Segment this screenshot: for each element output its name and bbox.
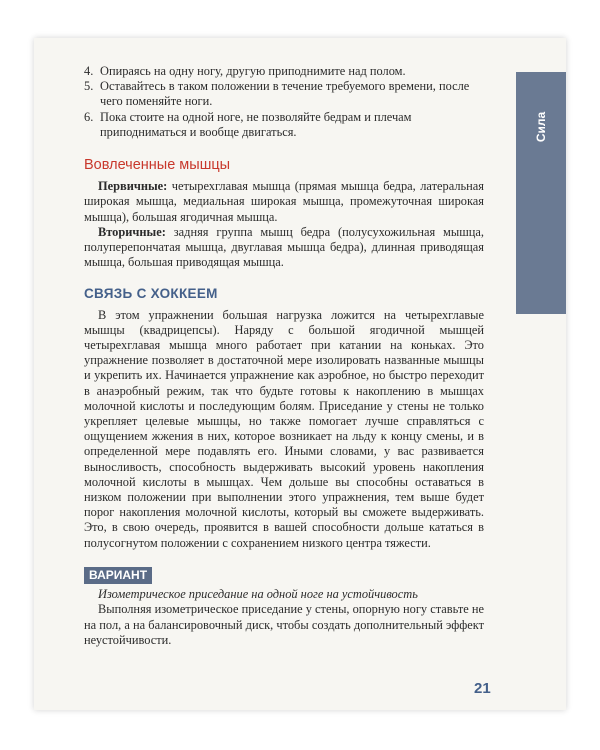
- page-number: 21: [474, 680, 491, 697]
- list-item: [84, 64, 484, 79]
- secondary-muscles: [84, 225, 484, 271]
- step-text: Оставайтесь в таком положении в течение требуемого времени, после чего поменяйте ноги.: [100, 79, 470, 109]
- step-text: Опираясь на одну ногу, другую приподнимите над полом.: [100, 64, 406, 78]
- primary-label: Первичные:: [98, 179, 168, 194]
- variant-badge: ВАРИАНТ: [84, 567, 152, 584]
- page-content: [84, 64, 484, 648]
- muscles-heading: Вовлеченные мышцы: [84, 157, 231, 174]
- step-number: 5.: [84, 79, 94, 94]
- step-number: 6.: [84, 109, 94, 124]
- steps-list: [84, 64, 484, 140]
- hockey-text: В этом упражнении большая нагрузка ложится на четырехглавые мышцы (квадрицепсы). Наряду с большой ягодичной мышцей четырехглавая мышца много работает при катании на коньках. Это упражнение позволяет в достаточной мере изолировать названные мышцы и укрепить их. Начинается упражнение как аэробное, но быстро переходит в анаэробный режим, так что будьте готовы к накоплению в мышцах молочной кислоты и последующим болям. Приседание у стены не только укрепляет целевые мышцы, но также помогает лучше справляться с ощущением жжения в них, которое возникает на льду к концу смены, и в определенной мере подавлять его. Иными словами, у вас развивается выносливость, способность выдерживать высокий уровень накопления молочной кислоты в мышцах. Чем дольше вы способны оставаться в низком положении при выполнении этого упражнения, тем выше будет порог накопления молочной кислоты, который вы сможете выдерживать. Это, в свою очередь, проявится в вашей способности дольше кататься в полусогнутом положении с сохранением низкого центра тяжести.: [84, 307, 484, 550]
- variant-title: Изометрическое приседание на одной ноге на устойчивость: [98, 587, 418, 602]
- section-tab-label: Сила: [534, 111, 548, 143]
- variant-text: Выполняя изометрическое приседание у стены, опорную ногу ставьте не на пол, а на балансировочный диск, чтобы создать дополнительный эффект неустойчивости.: [84, 602, 484, 647]
- list-item: [84, 110, 484, 140]
- primary-text: четырехглавая мышца (прямая мышца бедра, латеральная широкая мышца, медиальная широкая мышца, промежуточная широкая мышца), большая ягодичная мышца.: [84, 179, 484, 224]
- book-page: [34, 38, 566, 710]
- step-number: 4.: [84, 64, 94, 78]
- primary-muscles: [84, 179, 484, 225]
- secondary-label: Вторичные:: [98, 224, 166, 239]
- section-tab: [516, 72, 566, 314]
- secondary-text: задняя группа мышц бедра (полусухожильная мышца, полуперепончатая мышца, двуглавая мышца бедра), длинная приводящая мышца, большая приводящая мышца.: [84, 224, 484, 270]
- step-text: Пока стоите на одной ноге, не позволяйте бедрам и плечам приподниматься и вообще двигаться.: [100, 109, 412, 139]
- list-item: [84, 79, 484, 109]
- hockey-heading: СВЯЗЬ С ХОККЕЕМ: [84, 286, 218, 302]
